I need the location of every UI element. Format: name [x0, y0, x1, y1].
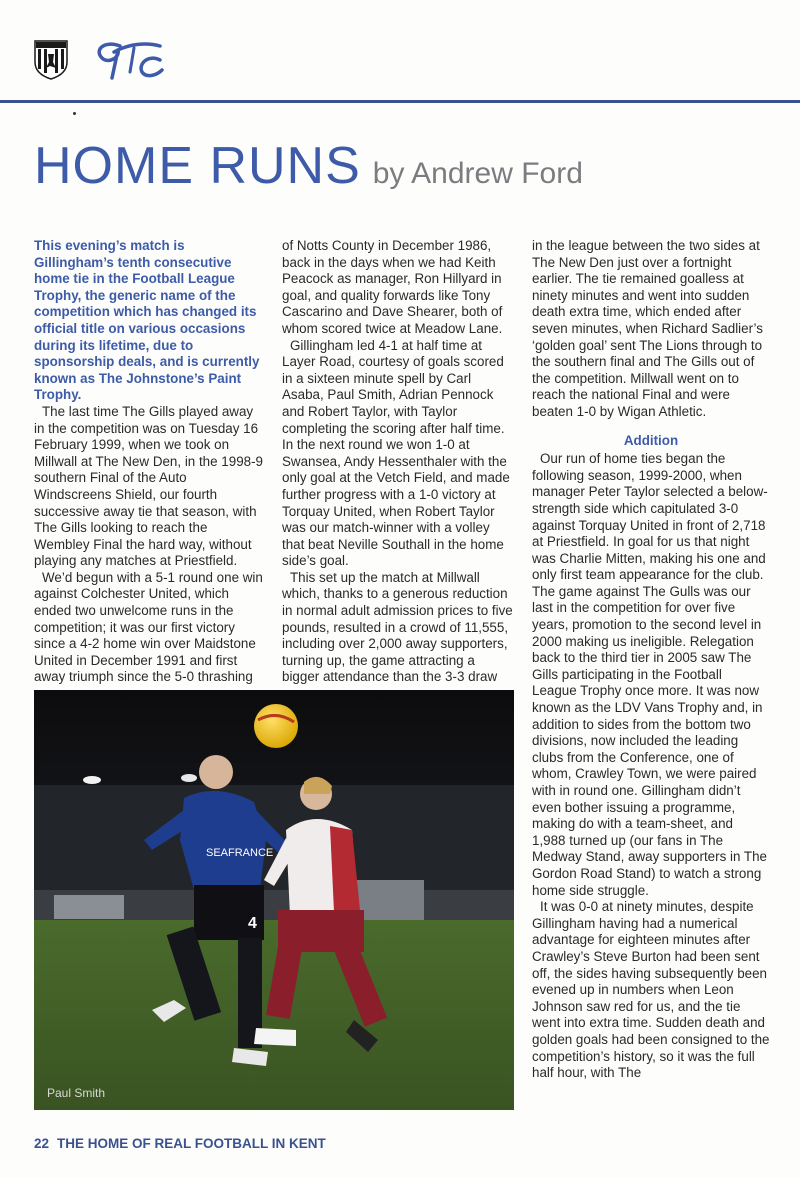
article-paragraph: Gillingham led 4-1 at half time at Layer Road, courtesy of goals scored in a sixteen minute spell by Carl Asaba, Paul Smith, Adrian Pennock and Robert Taylor, with Taylor completing the scoring after half time. In the next round we won 1-0 at Swansea, Andy Hessenthaler with the only goal at the Vetch Field, and made further progress with a 1-0 victory at Torquay United, when Robert Taylor was our match-winner with a volley that beat Neville Southall in the home side’s goal. [282, 337, 510, 569]
shirt-sponsor-text: SEAFRANCE [206, 847, 274, 859]
article-column-1 [34, 238, 266, 686]
shirt-number-text: 4 [248, 915, 257, 932]
gfc-monogram-icon [90, 34, 170, 84]
page-footer [34, 1136, 326, 1151]
match-photo [34, 690, 514, 1110]
gillingham-fc-crest-icon [34, 40, 68, 80]
article-paragraph: Our run of home ties began the following season, 1999-2000, when manager Peter Taylor selected a below-strength side which capitulated 3-0 against Torquay United in front of 2,718 at Priestfield. In goal for us that night was Charlie Mitten, making his one and only first team appearance for the club. The game against The Gulls was our last in the competition for over five years, promotion to the second level in 2000 making us ineligible. Relegation back to the third tier in 2005 saw The Gills participating in the Football League Trophy once more. It was now known as the LDV Vans Trophy and, in addition to sides from the bottom two divisions, now included the leading clubs from the Conference, one of whom, Crawley Town, we were paired with in round one. Gillingham didn’t even bother issuing a programme, making do with a team-sheet, and 1,988 turned up (our fans in The Medway Stand, away supporters in The Gordon Road Stand) to watch a strong home side struggle. [532, 451, 768, 898]
page-number: 22 [34, 1136, 50, 1151]
article-paragraph: It was 0-0 at ninety minutes, despite Gillingham having had a numerical advantage for eighteen minutes after Crawley’s Steve Burton had been sent off, the sides having subsequently been evened up in numbers when Leon Johnson saw red for us, and the tie went into extra time. Sudden death and golden goals had been consigned to the competition’s history, so it was the full half hour, with The [532, 899, 770, 1081]
article-intro: This evening’s match is Gillingham’s tenth consecutive home tie in the Football League Trophy, the generic name of the competition which has changed its official title on various occasions during its lifetime, due to sponsorship deals, and is currently known as The Johnstone’s Paint Trophy. [34, 238, 260, 403]
footer-tagline: THE HOME OF REAL FOOTBALL IN KENT [57, 1136, 326, 1151]
article-paragraph: in the league between the two sides at The New Den just over a fortnight earlier. The tie remained goalless at ninety minutes and went into sudden death extra time, which ended after seven minutes, when Richard Sadlier’s ‘golden goal’ sent The Lions through to the southern final and The Gills out of the competition. Millwall went on to reach the national Final and were beaten 1-0 by Wigan Athletic. [532, 238, 763, 419]
article-paragraph: We’d begun with a 5-1 round one win against Colchester United, which ended two unwelcome runs in the competition; it was our first victory since a 4-2 home win over Maidstone United in December 1991 and first away triumph since the 5-0 thrashing [34, 569, 263, 685]
article-column-2 [282, 238, 514, 686]
article-subheading: Addition [623, 432, 679, 448]
article-column-3 [532, 238, 770, 1082]
header-rule [0, 100, 800, 103]
article-title: HOME RUNS [34, 137, 361, 195]
article-paragraph: The last time The Gills played away in the competition was on Tuesday 16 February 1999, when we took on Millwall at The New Den, in the 1998-9 southern Final of the Auto Windscreens Shield, our fourth successive away tie that season, with The Gills looking to reach the Wembley Final the hard way, without playing any matches at Priestfield. [34, 403, 263, 569]
article-paragraph: This set up the match at Millwall which, thanks to a generous reduction in normal adult admission prices to five pounds, resulted in a crowd of 11,555, including over 2,000 away supporters, turning up, the game attracting a bigger attendance than the 3-3 draw [282, 569, 513, 685]
article-byline: by Andrew Ford [372, 157, 583, 190]
decorative-dot [73, 112, 76, 115]
photo-caption: Paul Smith [47, 1086, 106, 1100]
article-headline [34, 136, 583, 196]
article-paragraph: of Notts County in December 1986, back in the days when we had Keith Peacock as manager, Ron Hillyard in goal, and quality forwards like Tony Cascarino and Dave Shearer, both of whom scored twice at Meadow Lane. [282, 238, 503, 336]
